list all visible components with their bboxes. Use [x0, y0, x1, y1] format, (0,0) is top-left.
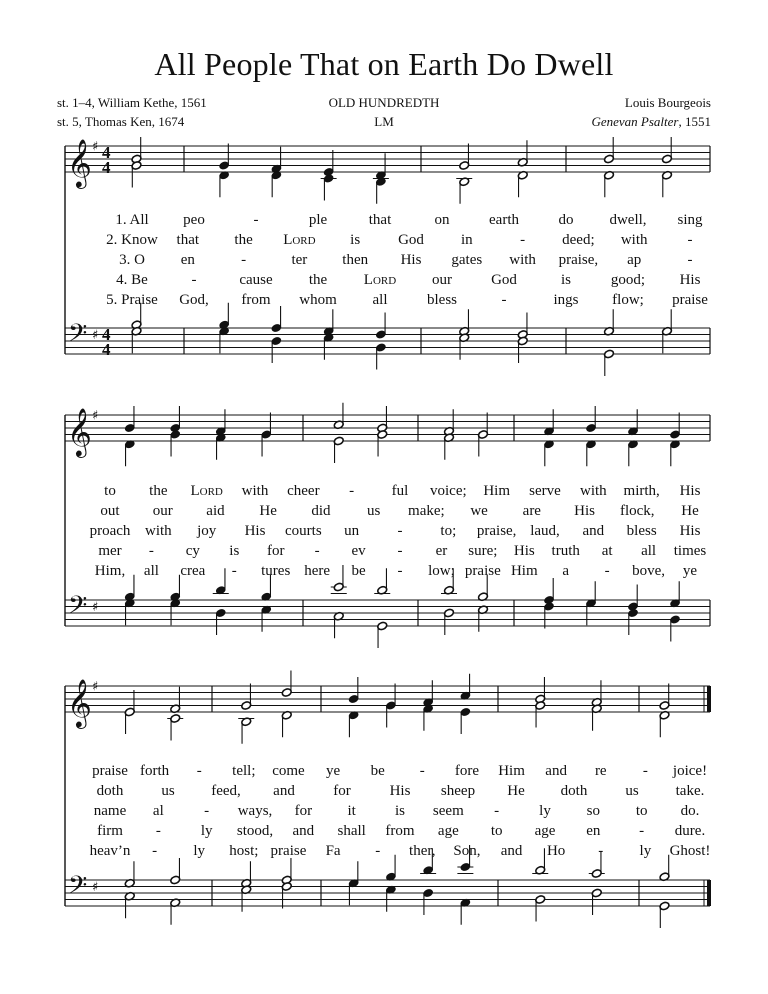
lyric-syllable: is	[394, 803, 406, 819]
lyric-syllable: Son,	[453, 843, 481, 859]
lyric-syllable: in	[460, 232, 473, 248]
lyric-syllable: re	[594, 763, 607, 779]
lyric-syllable: praise,	[558, 252, 599, 268]
lyric-syllable: flock,	[619, 503, 655, 519]
lyric-syllable: do	[558, 212, 574, 228]
hyphen: -	[204, 803, 210, 819]
lyric-syllable: cy	[185, 543, 200, 559]
lyric-syllable: Fa	[325, 843, 341, 859]
bass-clef-icon: 𝄢	[68, 871, 88, 906]
lyric-syllable: en	[586, 823, 601, 839]
hyphen: -	[397, 543, 403, 559]
treble-clef-icon: 𝄞	[67, 407, 92, 456]
key-signature-sharp-icon: ♯	[92, 408, 99, 424]
lyric-syllable: and	[545, 763, 567, 779]
lyric-syllable: ap	[627, 252, 642, 268]
lyric-syllable: with	[509, 252, 536, 268]
hyphen: -	[152, 843, 158, 859]
lyric-syllable: tures	[261, 563, 291, 579]
lyric-syllable: fore	[454, 763, 479, 779]
lyric-syllable: Lord	[190, 483, 223, 499]
lyric-syllable: His	[679, 523, 701, 539]
hyphen: -	[231, 563, 237, 579]
final-barline	[707, 880, 711, 906]
hyphen: -	[148, 543, 154, 559]
lyric-syllable: all	[372, 292, 388, 308]
lyric-syllable: ther,	[409, 843, 436, 859]
lyric-syllable: crea	[180, 563, 206, 579]
hyphen: -	[642, 763, 648, 779]
lyric-syllable: and	[273, 783, 295, 799]
lyric-syllable: at	[601, 543, 613, 559]
lyric-syllable: Him	[498, 763, 525, 779]
lyric-syllable: al	[152, 803, 164, 819]
composer: Louis Bourgeois	[624, 95, 711, 110]
lyric-syllable: firm	[97, 823, 123, 839]
lyric-syllable: then	[342, 252, 369, 268]
lyric-syllable: is	[350, 232, 361, 248]
lyric-syllable: His	[389, 783, 411, 799]
lyric-syllable: praise	[92, 763, 128, 779]
lyric-syllable: and	[292, 823, 315, 839]
lyric-syllable: to	[635, 803, 648, 819]
lyric-syllable: God	[491, 272, 517, 288]
text-credit-line-1: st. 1–4, William Kethe, 1561	[57, 95, 207, 110]
lyric-syllable: He	[681, 503, 699, 519]
final-barline	[707, 686, 711, 712]
hyphen: -	[155, 823, 161, 839]
lyric-syllable: ter	[291, 252, 308, 268]
lyric-syllable: times	[673, 543, 707, 559]
lyric-syllable: we	[470, 503, 488, 519]
hymn-title: All People That on Earth Do Dwell	[154, 46, 614, 82]
treble-clef-icon: 𝄞	[67, 138, 92, 187]
lyric-syllable: whom	[299, 292, 337, 308]
lyric-syllable: sing	[677, 212, 703, 228]
lyric-syllable: us	[366, 503, 381, 519]
lyric-syllable: a	[562, 563, 570, 579]
lyric-syllable: that	[368, 212, 392, 228]
lyric-syllable: is	[229, 543, 240, 559]
lyric-syllable: our	[432, 272, 452, 288]
lyric-syllable: aid	[206, 503, 225, 519]
lyric-syllable: so	[586, 803, 600, 819]
key-signature-sharp-icon: ♯	[92, 328, 99, 343]
lyric-syllable: the	[149, 483, 168, 499]
lyric-syllable: dure.	[674, 823, 706, 839]
lyric-syllable: Him	[483, 483, 510, 499]
bass-clef-icon: 𝄢	[68, 591, 88, 626]
lyric-syllable: joice!	[672, 763, 708, 779]
lyric-syllable: are	[522, 503, 541, 519]
lyric-syllable: for	[294, 803, 313, 819]
lyric-syllable: 5. Praise	[106, 292, 158, 308]
lyric-syllable: ly	[639, 843, 652, 859]
lyric-syllable: cheer	[287, 483, 320, 499]
lyric-syllable: serve	[529, 483, 561, 499]
lyric-syllable: be	[370, 763, 385, 779]
lyric-syllable: with	[144, 523, 172, 539]
lyric-syllable: shall	[337, 823, 366, 839]
lyric-syllable: earth	[489, 212, 519, 228]
lyric-syllable: joy	[197, 523, 217, 539]
lyric-syllable: His	[574, 503, 595, 519]
lyric-syllable: do.	[680, 803, 700, 819]
hyphen: -	[598, 843, 604, 859]
lyric-syllable: forth	[140, 763, 170, 779]
lyric-syllable: dwell,	[609, 212, 647, 228]
lyric-syllable: courts	[284, 523, 322, 539]
lyric-syllable: praise	[672, 292, 708, 308]
text-credit-line-2: st. 5, Thomas Ken, 1674	[57, 114, 185, 129]
hyphen: -	[241, 252, 247, 268]
lyric-syllable: name	[93, 803, 127, 819]
lyric-syllable: Him,	[94, 563, 126, 579]
lyric-syllable: praise	[464, 563, 501, 579]
lyric-syllable: the	[308, 272, 328, 288]
lyric-syllable: to	[104, 483, 116, 499]
hyphen: -	[349, 483, 355, 499]
music-source-title: Genevan Psalter	[591, 114, 679, 129]
bass-clef-icon: 𝄢	[68, 319, 88, 354]
lyric-syllable: ly	[193, 843, 206, 859]
lyric-syllable: on	[434, 212, 450, 228]
lyric-syllable: praise,	[476, 523, 517, 539]
lyric-syllable: deed;	[562, 232, 595, 248]
lyric-syllable: from	[385, 823, 415, 839]
lyric-syllable: take.	[675, 783, 705, 799]
lyric-syllable: His	[679, 272, 701, 288]
lyric-syllable: 1. All	[115, 212, 149, 228]
lyric-syllable: Him	[510, 563, 538, 579]
lyric-syllable: Lord	[283, 232, 316, 248]
lyric-syllable: ye	[325, 763, 341, 779]
lyric-syllable: un	[344, 523, 360, 539]
hyphen: -	[687, 252, 693, 268]
lyric-syllable: en	[180, 252, 195, 268]
lyric-syllable: to	[490, 823, 503, 839]
lyric-syllable: God	[398, 232, 424, 248]
lyric-syllable: for	[266, 543, 285, 559]
lyric-syllable: and	[582, 523, 605, 539]
lyric-syllable: out	[100, 503, 120, 519]
lyric-syllable: make;	[408, 503, 445, 519]
lyric-syllable: age	[437, 823, 459, 839]
key-signature-sharp-icon: ♯	[92, 679, 99, 695]
lyric-syllable: feed,	[211, 783, 241, 799]
hyphen: -	[397, 523, 403, 539]
hyphen: -	[419, 763, 425, 779]
hyphen: -	[687, 232, 693, 248]
lyric-syllable: our	[152, 503, 173, 519]
hyphen: -	[494, 803, 500, 819]
lyric-syllable: laud,	[530, 523, 560, 539]
hyphen: -	[196, 763, 202, 779]
hyphen: -	[191, 272, 197, 288]
lyric-syllable: ways,	[237, 803, 273, 819]
lyric-syllable: flow;	[612, 292, 644, 308]
time-signature-numerator: 4	[102, 143, 111, 162]
lyric-syllable: with	[620, 232, 648, 248]
lyric-syllable: bless	[427, 292, 457, 308]
lyric-syllable: er	[435, 543, 448, 559]
lyric-syllable: age	[534, 823, 556, 839]
lyric-syllable: seem	[432, 803, 464, 819]
lyric-syllable: proach	[89, 523, 131, 539]
lyric-syllable: mer	[98, 543, 122, 559]
lyric-syllable: the	[234, 232, 253, 248]
lyric-syllable: tell;	[232, 763, 256, 779]
lyric-syllable: us	[161, 783, 175, 799]
lyric-syllable: here	[304, 563, 331, 579]
lyric-syllable: bove,	[632, 563, 666, 579]
lyric-syllable: for	[333, 783, 351, 799]
lyric-syllable: ly	[539, 803, 551, 819]
lyric-syllable: Ghost!	[669, 843, 711, 859]
lyric-syllable: sheep	[440, 783, 476, 799]
hyphen: -	[501, 292, 507, 308]
lyric-syllable: gates	[451, 252, 483, 268]
lyric-syllable: 3. O	[119, 252, 145, 268]
lyric-syllable: with	[241, 483, 269, 499]
key-signature-sharp-icon: ♯	[92, 880, 99, 895]
lyric-syllable: ly	[200, 823, 213, 839]
lyric-syllable: that	[176, 232, 200, 248]
lyric-syllable: truth	[551, 543, 580, 559]
lyric-syllable: ful	[391, 483, 409, 499]
lyric-syllable: be	[351, 563, 366, 579]
lyric-syllable: ple	[308, 212, 328, 228]
key-signature-sharp-icon: ♯	[92, 139, 99, 155]
lyric-syllable: all	[143, 563, 159, 579]
hyphen: -	[314, 543, 320, 559]
lyric-syllable: ye	[682, 563, 698, 579]
lyric-syllable: mirth,	[623, 483, 660, 499]
lyric-syllable: God,	[179, 292, 209, 308]
hyphen: -	[253, 212, 259, 228]
lyric-syllable: host;	[229, 843, 259, 859]
lyric-syllable: ings	[553, 292, 579, 308]
lyric-syllable: peo	[183, 212, 205, 228]
lyric-syllable: He	[259, 503, 277, 519]
hyphen: -	[639, 823, 645, 839]
lyric-syllable: His	[244, 523, 266, 539]
lyric-syllable: Lord	[363, 272, 397, 288]
lyric-syllable: sure;	[468, 543, 498, 559]
lyric-syllable: good;	[610, 272, 646, 288]
time-signature-numerator: 4	[102, 325, 111, 344]
lyric-syllable: low;	[428, 563, 455, 579]
lyric-syllable: did	[311, 503, 331, 519]
lyric-syllable: voice;	[430, 483, 467, 499]
lyric-syllable: doth	[96, 783, 124, 799]
treble-clef-icon: 𝄞	[67, 678, 92, 727]
lyric-syllable: heav’n	[89, 843, 131, 859]
hyphen: -	[397, 563, 403, 579]
lyric-syllable: to;	[440, 523, 457, 539]
lyric-syllable: Ho	[546, 843, 566, 859]
lyric-syllable: all	[641, 543, 657, 559]
hyphen: -	[520, 232, 526, 248]
hyphen: -	[375, 843, 381, 859]
lyric-syllable: and	[500, 843, 523, 859]
music-source-year: , 1551	[678, 114, 711, 129]
lyric-syllable: His	[513, 543, 535, 559]
lyric-syllable: His	[400, 252, 422, 268]
lyric-syllable: it	[347, 803, 356, 819]
time-signature-denominator: 4	[102, 158, 111, 177]
lyric-syllable: stood,	[236, 823, 274, 839]
lyric-syllable: His	[679, 483, 701, 499]
lyric-syllable: us	[625, 783, 639, 799]
lyric-syllable: is	[560, 272, 572, 288]
lyric-syllable: bless	[626, 523, 657, 539]
hyphen: -	[604, 563, 610, 579]
key-signature-sharp-icon: ♯	[92, 600, 99, 615]
lyric-syllable: come	[272, 763, 305, 779]
lyric-syllable: cause	[239, 272, 273, 288]
lyric-syllable: praise	[270, 843, 307, 859]
lyric-syllable: 4. Be	[116, 272, 148, 288]
lyric-syllable: ev	[351, 543, 366, 559]
tune-name: OLD HUNDREDTH	[328, 95, 440, 110]
lyric-syllable: doth	[560, 783, 588, 799]
time-signature-denominator: 4	[102, 340, 111, 359]
lyric-syllable: He	[507, 783, 525, 799]
lyric-syllable: 2. Know	[106, 232, 158, 248]
meter: LM	[374, 114, 394, 129]
lyric-syllable: with	[579, 483, 607, 499]
lyric-syllable: from	[241, 292, 271, 308]
